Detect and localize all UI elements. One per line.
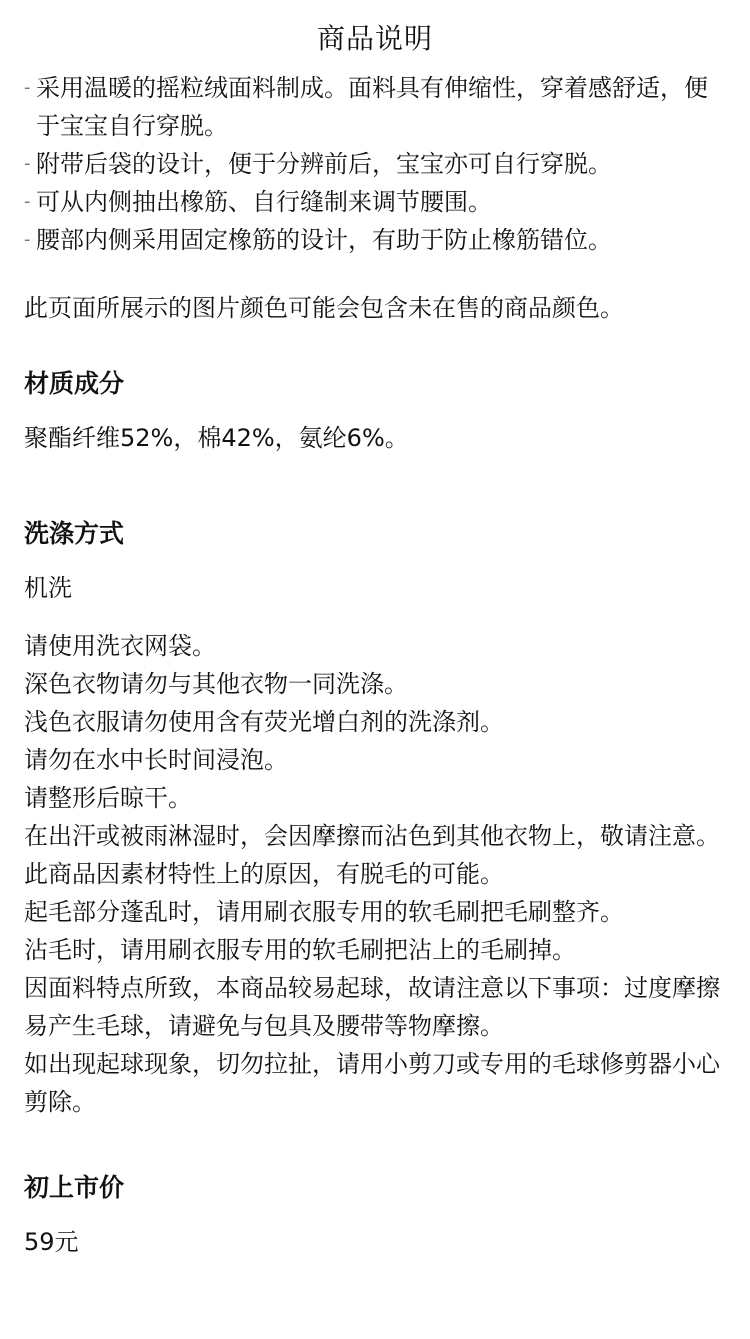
washing-instruction: 此商品因素材特性上的原因，有脱毛的可能。: [24, 860, 504, 888]
feature-item: [24, 145, 726, 183]
feature-list: [24, 69, 726, 259]
washing-instruction: 请勿在水中长时间浸泡。: [24, 746, 288, 774]
washing-instruction: 沾毛时，请用刷衣服专用的软毛刷把沾上的毛刷掉。: [24, 936, 576, 964]
washing-instruction: 深色衣物请勿与其他衣物一同洗涤。: [24, 670, 408, 698]
washing-instruction: 如出现起球现象，切勿拉扯，请用小剪刀或专用的毛球修剪器小心剪除。: [24, 1050, 720, 1116]
washing-instruction: 起毛部分蓬乱时，请用刷衣服专用的软毛刷把毛刷整齐。: [24, 898, 624, 926]
washing-instructions-list: [24, 627, 726, 1121]
feature-item: [24, 221, 726, 259]
washing-instruction: 浅色衣服请勿使用含有荧光增白剂的洗涤剂。: [24, 708, 504, 736]
feature-text: 可从内侧抽出橡筋、自行缝制来调节腰围。: [36, 188, 492, 216]
dash-marker: -: [24, 191, 31, 212]
washing-instruction: 请使用洗衣网袋。: [24, 632, 216, 660]
price-heading: 初上市价: [24, 1173, 125, 1202]
dash-marker: -: [24, 153, 31, 174]
dash-marker: -: [24, 229, 31, 250]
washing-method: 机洗: [24, 574, 72, 602]
price-value: 59元: [24, 1228, 79, 1256]
feature-item: [24, 69, 726, 145]
page-title: 商品说明: [316, 22, 433, 55]
washing-heading: 洗涤方式: [24, 519, 125, 548]
feature-item: [24, 183, 726, 221]
washing-instruction: 请整形后晾干。: [24, 784, 192, 812]
feature-text: 腰部内侧采用固定橡筋的设计，有助于防止橡筋错位。: [36, 226, 612, 254]
material-text: 聚酯纤维52%，棉42%，氨纶6%。: [24, 424, 409, 452]
feature-text: 附带后袋的设计，便于分辨前后，宝宝亦可自行穿脱。: [36, 150, 612, 178]
color-note: 此页面所展示的图片颜色可能会包含未在售的商品颜色。: [24, 294, 624, 322]
washing-instruction: 在出汗或被雨淋湿时，会因摩擦而沾色到其他衣物上，敬请注意。: [24, 822, 720, 850]
washing-instruction: 因面料特点所致，本商品较易起球，故请注意以下事项：过度摩擦易产生毛球，请避免与包具及腰带等物摩擦。: [24, 974, 720, 1040]
dash-marker: -: [24, 77, 31, 98]
material-heading: 材质成分: [24, 369, 125, 398]
feature-text: 采用温暖的摇粒绒面料制成。面料具有伸缩性，穿着感舒适，便于宝宝自行穿脱。: [36, 74, 708, 140]
